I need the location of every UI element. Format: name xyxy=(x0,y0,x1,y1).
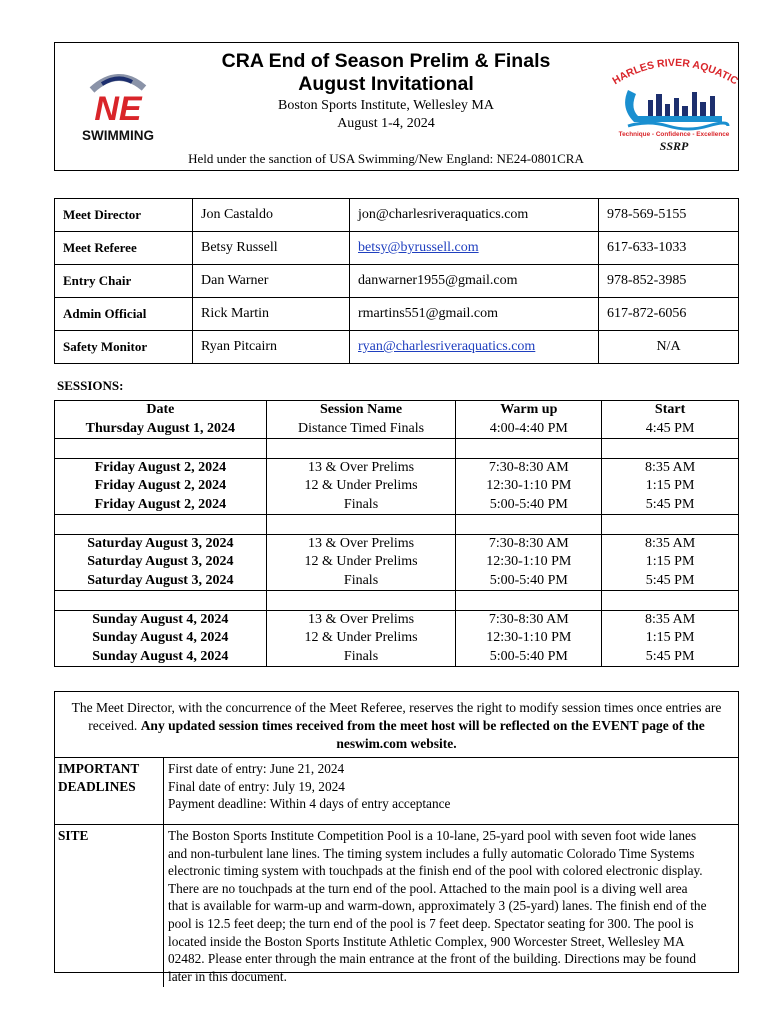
session-warmup: 7:30-8:30 AM xyxy=(456,458,602,477)
session-warmup: Warm up xyxy=(456,401,602,420)
session-start xyxy=(602,515,739,535)
session-row xyxy=(55,572,739,591)
ne-swimming-logo xyxy=(72,62,164,146)
session-warmup: 12:30-1:10 PM xyxy=(456,553,602,572)
official-role: Meet Director xyxy=(55,199,193,232)
session-warmup xyxy=(456,439,602,459)
sanction: Held under the sanction of USA Swimming/New England: NE24-0801CRA xyxy=(188,151,584,166)
session-name: 13 & Over Prelims xyxy=(266,458,456,477)
cra-code: SSRP xyxy=(659,139,689,153)
cra-arc-text: HARLES RIVER AQUATIC xyxy=(610,56,740,88)
details-table xyxy=(54,757,739,987)
official-phone: N/A xyxy=(599,331,739,364)
session-date: Friday August 2, 2024 xyxy=(55,477,267,496)
official-name: Betsy Russell xyxy=(193,232,350,265)
official-row xyxy=(55,232,739,265)
session-name xyxy=(266,439,456,459)
session-start xyxy=(602,591,739,611)
session-date: Date xyxy=(55,401,267,420)
cra-tagline: Technique - Confidence - Excellence xyxy=(618,131,730,138)
charles-river-aquatics-logo xyxy=(608,50,740,158)
title-line-1: CRA End of Season Prelim & Finals xyxy=(221,50,551,72)
session-name xyxy=(266,591,456,611)
session-date: Thursday August 1, 2024 xyxy=(55,420,267,439)
site-text-line: electronic timing system with touchpads at the finish end of the pool with colored electronic display. xyxy=(168,863,703,879)
final-entry-date: Final date of entry: July 19, 2024 xyxy=(168,778,345,794)
session-start: 4:45 PM xyxy=(602,420,739,439)
session-date: Sunday August 4, 2024 xyxy=(55,648,267,667)
session-warmup: 7:30-8:30 AM xyxy=(456,534,602,553)
session-spacer-row xyxy=(55,515,739,535)
official-row xyxy=(55,199,739,232)
session-warmup: 5:00-5:40 PM xyxy=(456,572,602,591)
official-role: Meet Referee xyxy=(55,232,193,265)
official-name: Rick Martin xyxy=(193,298,350,331)
session-start: 5:45 PM xyxy=(602,572,739,591)
notice-plain: The Meet Director, with the concurrence of the Meet Referee, reserves the right to modify session times once entries are received. xyxy=(71,700,722,733)
session-date: Saturday August 3, 2024 xyxy=(55,572,267,591)
session-start: 5:45 PM xyxy=(602,648,739,667)
site-text-line: later in this document. xyxy=(168,968,287,984)
site-description xyxy=(164,825,740,988)
official-phone: 617-872-6056 xyxy=(599,298,739,331)
session-name: 13 & Over Prelims xyxy=(266,610,456,629)
site-text-line: that is available for warm-up and warm-down, approximately 3 (25-yard) lanes. The finish end of the xyxy=(168,898,707,914)
official-row xyxy=(55,298,739,331)
session-row xyxy=(55,629,739,648)
session-date: Sunday August 4, 2024 xyxy=(55,629,267,648)
sessions-table xyxy=(54,400,739,667)
session-warmup: 7:30-8:30 AM xyxy=(456,610,602,629)
session-start: 1:15 PM xyxy=(602,553,739,572)
session-row xyxy=(55,401,739,420)
session-start: 8:35 AM xyxy=(602,534,739,553)
session-date: Friday August 2, 2024 xyxy=(55,496,267,515)
site-text-line: located inside the Boston Sports Institute Athletic Complex, 900 Worcester Street, Wellesley MA xyxy=(168,933,685,949)
official-name: Ryan Pitcairn xyxy=(193,331,350,364)
session-name: Session Name xyxy=(266,401,456,420)
session-warmup xyxy=(456,515,602,535)
session-row xyxy=(55,420,739,439)
site-text-line: pool is 12.5 feet deep; the turn end of the pool is 7 feet deep. Spectator seating for 300. The pool is xyxy=(168,915,694,931)
session-row xyxy=(55,648,739,667)
site-label: SITE xyxy=(54,825,164,988)
session-row xyxy=(55,458,739,477)
session-start xyxy=(602,439,739,459)
session-row xyxy=(55,496,739,515)
site-text-line: There are no touchpads at the turn end of the pool. Attached to the main pool is a diving well area xyxy=(168,880,688,896)
session-name: 13 & Over Prelims xyxy=(266,534,456,553)
session-warmup: 12:30-1:10 PM xyxy=(456,477,602,496)
official-email: rmartins551@gmail.com xyxy=(350,298,599,331)
site-text-line: The Boston Sports Institute Competition Pool is a 10-lane, 25-yard pool with seven foot wide lanes xyxy=(168,828,697,843)
session-name: Finals xyxy=(266,648,456,667)
session-date xyxy=(55,439,267,459)
official-row xyxy=(55,265,739,298)
session-name: 12 & Under Prelims xyxy=(266,477,456,496)
session-date: Friday August 2, 2024 xyxy=(55,458,267,477)
deadlines-label: IMPORTANT DEADLINES xyxy=(54,758,164,825)
email-link[interactable]: ryan@charlesriveraquatics.com xyxy=(358,339,536,354)
session-row xyxy=(55,477,739,496)
notice-bold: Any updated session times received from the meet host will be reflected on the EVENT page of the neswim.com website. xyxy=(140,718,705,751)
session-warmup: 5:00-5:40 PM xyxy=(456,648,602,667)
session-start: 8:35 AM xyxy=(602,458,739,477)
deadlines-row xyxy=(54,758,739,825)
session-time-notice xyxy=(58,699,735,753)
official-email: danwarner1955@gmail.com xyxy=(350,265,599,298)
venue: Boston Sports Institute, Wellesley MA xyxy=(277,98,494,113)
session-warmup: 12:30-1:10 PM xyxy=(456,629,602,648)
svg-text:CHARLES RIVER AQUATICS xyxy=(608,50,740,88)
session-date xyxy=(55,515,267,535)
session-name: 12 & Under Prelims xyxy=(266,553,456,572)
session-name: Finals xyxy=(266,572,456,591)
title-line-2: August Invitational xyxy=(298,73,474,95)
first-entry-date: First date of entry: June 21, 2024 xyxy=(168,761,345,776)
session-row xyxy=(55,553,739,572)
official-role: Entry Chair xyxy=(55,265,193,298)
official-phone: 978-569-5155 xyxy=(599,199,739,232)
ne-mark: NE xyxy=(94,90,142,128)
session-name xyxy=(266,515,456,535)
session-name: 12 & Under Prelims xyxy=(266,629,456,648)
site-text-line: and non-turbulent lane lines. The timing system includes a fully automatic Colorado Time Systems xyxy=(168,845,695,861)
official-email: jon@charlesriveraquatics.com xyxy=(350,199,599,232)
official-role: Safety Monitor xyxy=(55,331,193,364)
site-row xyxy=(54,825,739,988)
official-phone: 978-852-3985 xyxy=(599,265,739,298)
official-row xyxy=(55,331,739,364)
session-spacer-row xyxy=(55,439,739,459)
official-phone: 617-633-1033 xyxy=(599,232,739,265)
official-email xyxy=(350,331,599,364)
session-start: 1:15 PM xyxy=(602,477,739,496)
official-name: Dan Warner xyxy=(193,265,350,298)
official-role: Admin Official xyxy=(55,298,193,331)
session-name: Finals xyxy=(266,496,456,515)
session-start: 5:45 PM xyxy=(602,496,739,515)
officials-table xyxy=(54,198,739,364)
session-warmup xyxy=(456,591,602,611)
session-date: Sunday August 4, 2024 xyxy=(55,610,267,629)
deadlines-content xyxy=(164,758,740,825)
session-date: Saturday August 3, 2024 xyxy=(55,534,267,553)
swimming-wordmark: SWIMMING xyxy=(82,128,154,143)
sessions-label: SESSIONS: xyxy=(57,378,124,393)
session-start: 8:35 AM xyxy=(602,610,739,629)
meet-dates: August 1-4, 2024 xyxy=(337,116,435,131)
session-spacer-row xyxy=(55,591,739,611)
session-warmup: 5:00-5:40 PM xyxy=(456,496,602,515)
official-email xyxy=(350,232,599,265)
session-warmup: 4:00-4:40 PM xyxy=(456,420,602,439)
email-link[interactable]: betsy@byrussell.com xyxy=(358,240,479,255)
site-text-line: 02482. Please enter through the main entrance at the front of the building. Directions may be found xyxy=(168,951,697,967)
official-name: Jon Castaldo xyxy=(193,199,350,232)
session-name: Distance Timed Finals xyxy=(266,420,456,439)
session-date: Saturday August 3, 2024 xyxy=(55,553,267,572)
session-row xyxy=(55,534,739,553)
session-start: Start xyxy=(602,401,739,420)
session-date xyxy=(55,591,267,611)
session-row xyxy=(55,610,739,629)
session-start: 1:15 PM xyxy=(602,629,739,648)
payment-deadline: Payment deadline: Within 4 days of entry acceptance xyxy=(168,796,451,812)
